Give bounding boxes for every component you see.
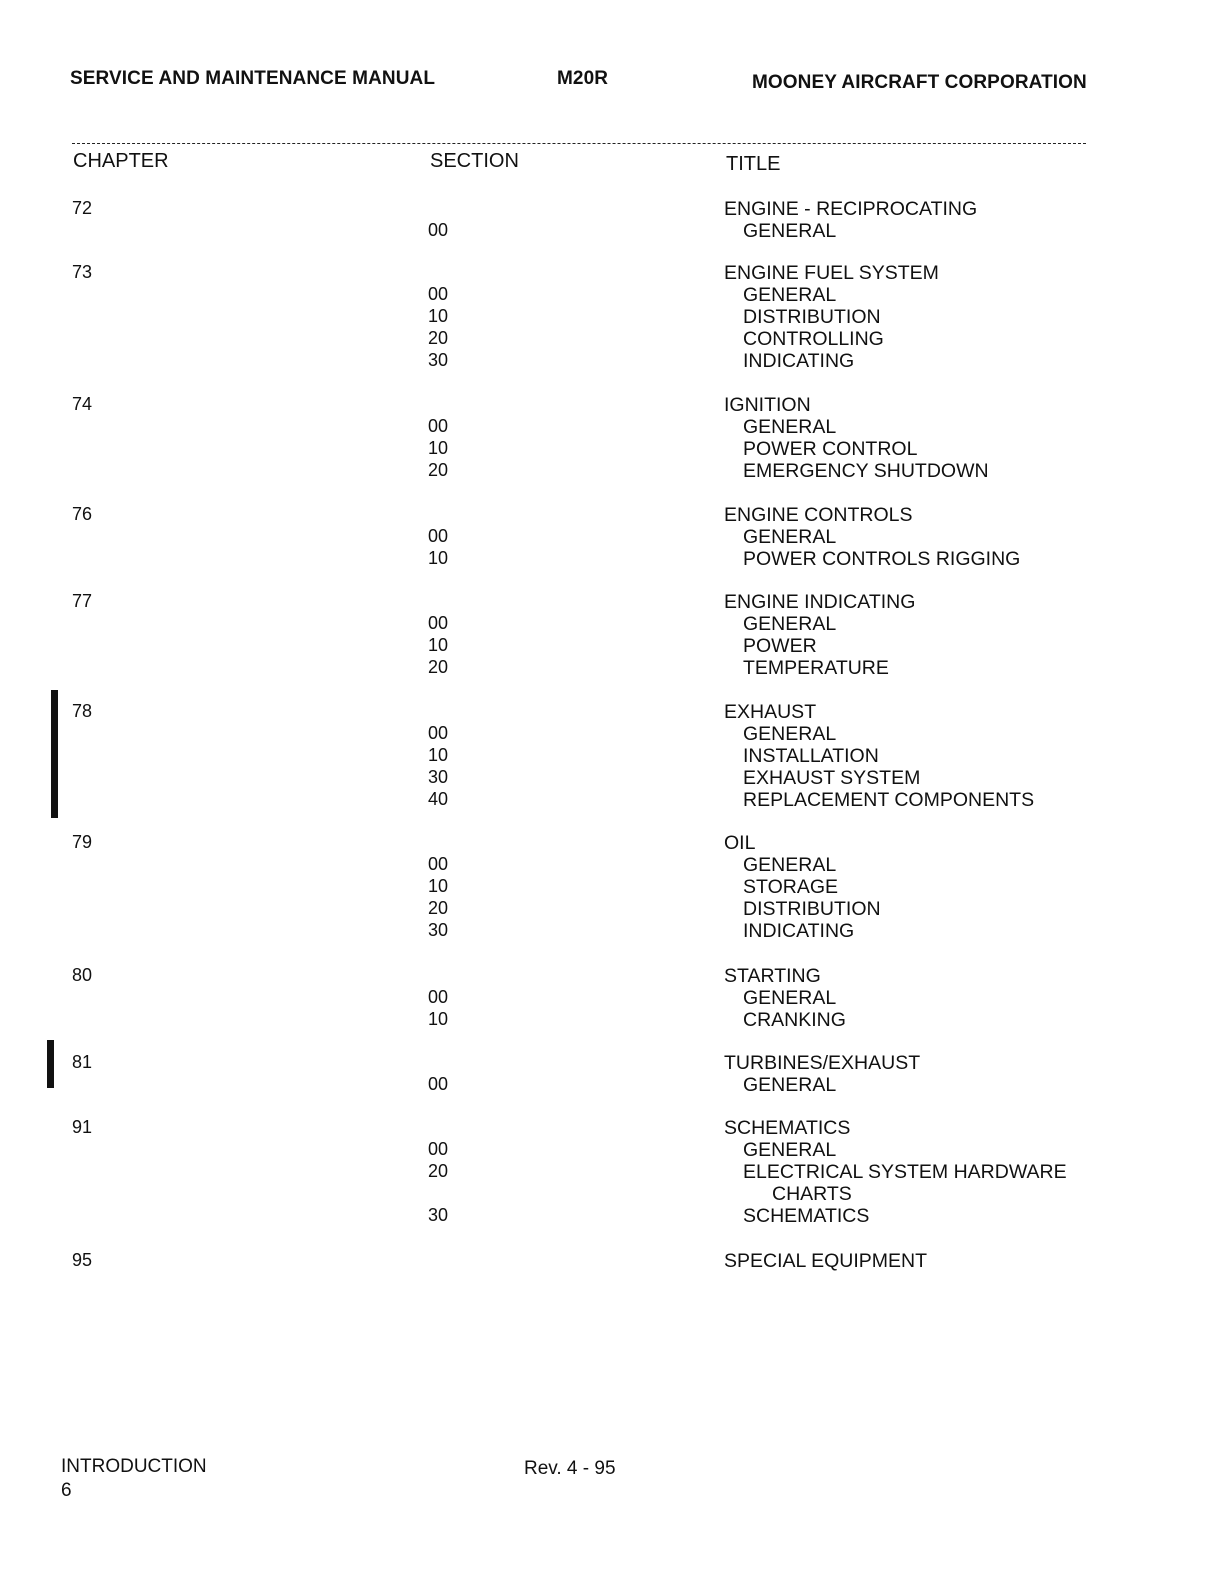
section-title: POWER CONTROLS RIGGING — [743, 548, 1021, 570]
chapter-title: OIL — [724, 832, 756, 854]
header-divider — [72, 143, 1086, 144]
chapter-entry — [724, 262, 939, 372]
column-header-section: SECTION — [430, 150, 519, 172]
section-title: DISTRIBUTION — [743, 306, 881, 328]
chapter-title: ENGINE FUEL SYSTEM — [724, 262, 939, 284]
chapter-entry — [724, 701, 1034, 811]
section-number: 00 — [428, 526, 449, 546]
section-title: POWER CONTROL — [743, 438, 918, 460]
chapter-title: EXHAUST — [724, 701, 817, 723]
section-title: CONTROLLING — [743, 328, 884, 350]
section-number: 00 — [428, 987, 449, 1007]
footer-revision: Rev. 4 - 95 — [524, 1458, 616, 1479]
section-title: STORAGE — [743, 876, 838, 898]
section-number: 00 — [428, 613, 449, 633]
section-number: 10 — [428, 635, 449, 655]
section-title: SCHEMATICS — [743, 1205, 870, 1227]
chapter-entry — [724, 394, 989, 482]
column-header-title: TITLE — [726, 153, 781, 175]
chapter-title: TURBINES/EXHAUST — [724, 1052, 921, 1074]
chapter-number: 72 — [72, 198, 93, 218]
chapter-title: ENGINE INDICATING — [724, 591, 916, 613]
chapter-number: 81 — [72, 1052, 93, 1072]
chapter-number: 78 — [72, 701, 93, 721]
chapter-title: STARTING — [724, 965, 821, 987]
column-header-chapter: CHAPTER — [73, 150, 169, 172]
revision-bar — [47, 1040, 54, 1088]
section-title: GENERAL — [743, 1074, 837, 1096]
section-title: GENERAL — [743, 613, 837, 635]
header-manual-title: SERVICE AND MAINTENANCE MANUAL — [70, 68, 436, 89]
section-number: 10 — [428, 1009, 449, 1029]
chapter-entry — [724, 965, 846, 1031]
section-title: INDICATING — [743, 350, 855, 372]
section-title: GENERAL — [743, 526, 837, 548]
section-number: 30 — [428, 920, 449, 940]
chapter-entry — [724, 1250, 927, 1272]
section-title: INDICATING — [743, 920, 855, 942]
chapter-number: 74 — [72, 394, 93, 414]
chapter-number: 80 — [72, 965, 93, 985]
section-number: 00 — [428, 723, 449, 743]
section-title: REPLACEMENT COMPONENTS — [743, 789, 1035, 811]
section-title: GENERAL — [743, 723, 837, 745]
section-number: 30 — [428, 1205, 449, 1225]
chapter-title: ENGINE CONTROLS — [724, 504, 913, 526]
chapter-entry — [724, 1117, 1067, 1227]
section-title-continuation: CHARTS — [772, 1183, 852, 1205]
section-number: 40 — [428, 789, 449, 809]
header-company: MOONEY AIRCRAFT CORPORATION — [752, 72, 1087, 93]
section-number: 10 — [428, 876, 449, 896]
chapter-number: 91 — [72, 1117, 93, 1137]
section-number: 10 — [428, 306, 449, 326]
chapter-title: SPECIAL EQUIPMENT — [724, 1250, 927, 1272]
section-number: 10 — [428, 745, 449, 765]
section-number: 30 — [428, 767, 449, 787]
footer-section-name: INTRODUCTION — [61, 1456, 207, 1477]
chapter-entry — [724, 832, 881, 942]
section-title: POWER — [743, 635, 817, 657]
chapter-entry — [724, 591, 915, 679]
section-number: 00 — [428, 284, 449, 304]
header-model: M20R — [557, 68, 609, 89]
chapter-number: 76 — [72, 504, 93, 524]
section-title: EMERGENCY SHUTDOWN — [743, 460, 989, 482]
chapter-number: 73 — [72, 262, 93, 282]
section-number: 20 — [428, 460, 449, 480]
section-number: 00 — [428, 220, 449, 240]
section-title: GENERAL — [743, 220, 837, 242]
footer-page-number: 6 — [61, 1480, 72, 1501]
section-title: ELECTRICAL SYSTEM HARDWARE — [743, 1161, 1067, 1183]
section-title: GENERAL — [743, 987, 837, 1009]
chapter-title: ENGINE - RECIPROCATING — [724, 198, 978, 220]
section-number: 10 — [428, 438, 449, 458]
chapter-number: 77 — [72, 591, 93, 611]
section-title: INSTALLATION — [743, 745, 879, 767]
chapter-number: 79 — [72, 832, 93, 852]
section-title: EXHAUST SYSTEM — [743, 767, 921, 789]
section-title: GENERAL — [743, 854, 837, 876]
section-number: 00 — [428, 416, 449, 436]
chapter-entry — [724, 198, 977, 242]
section-number: 00 — [428, 1074, 449, 1094]
section-number: 20 — [428, 1161, 449, 1181]
chapter-entry — [724, 1052, 920, 1096]
revision-bar — [51, 690, 58, 818]
section-number: 20 — [428, 328, 449, 348]
section-title: GENERAL — [743, 416, 837, 438]
chapter-title: IGNITION — [724, 394, 811, 416]
section-number: 00 — [428, 1139, 449, 1159]
section-number: 20 — [428, 657, 449, 677]
section-number: 20 — [428, 898, 449, 918]
chapter-number: 95 — [72, 1250, 93, 1270]
chapter-entry — [724, 504, 1020, 570]
section-title: GENERAL — [743, 284, 837, 306]
chapter-title: SCHEMATICS — [724, 1117, 851, 1139]
section-title: TEMPERATURE — [743, 657, 889, 679]
section-title: DISTRIBUTION — [743, 898, 881, 920]
section-title: GENERAL — [743, 1139, 837, 1161]
section-title: CRANKING — [743, 1009, 846, 1031]
section-number: 30 — [428, 350, 449, 370]
section-number: 00 — [428, 854, 449, 874]
section-number: 10 — [428, 548, 449, 568]
